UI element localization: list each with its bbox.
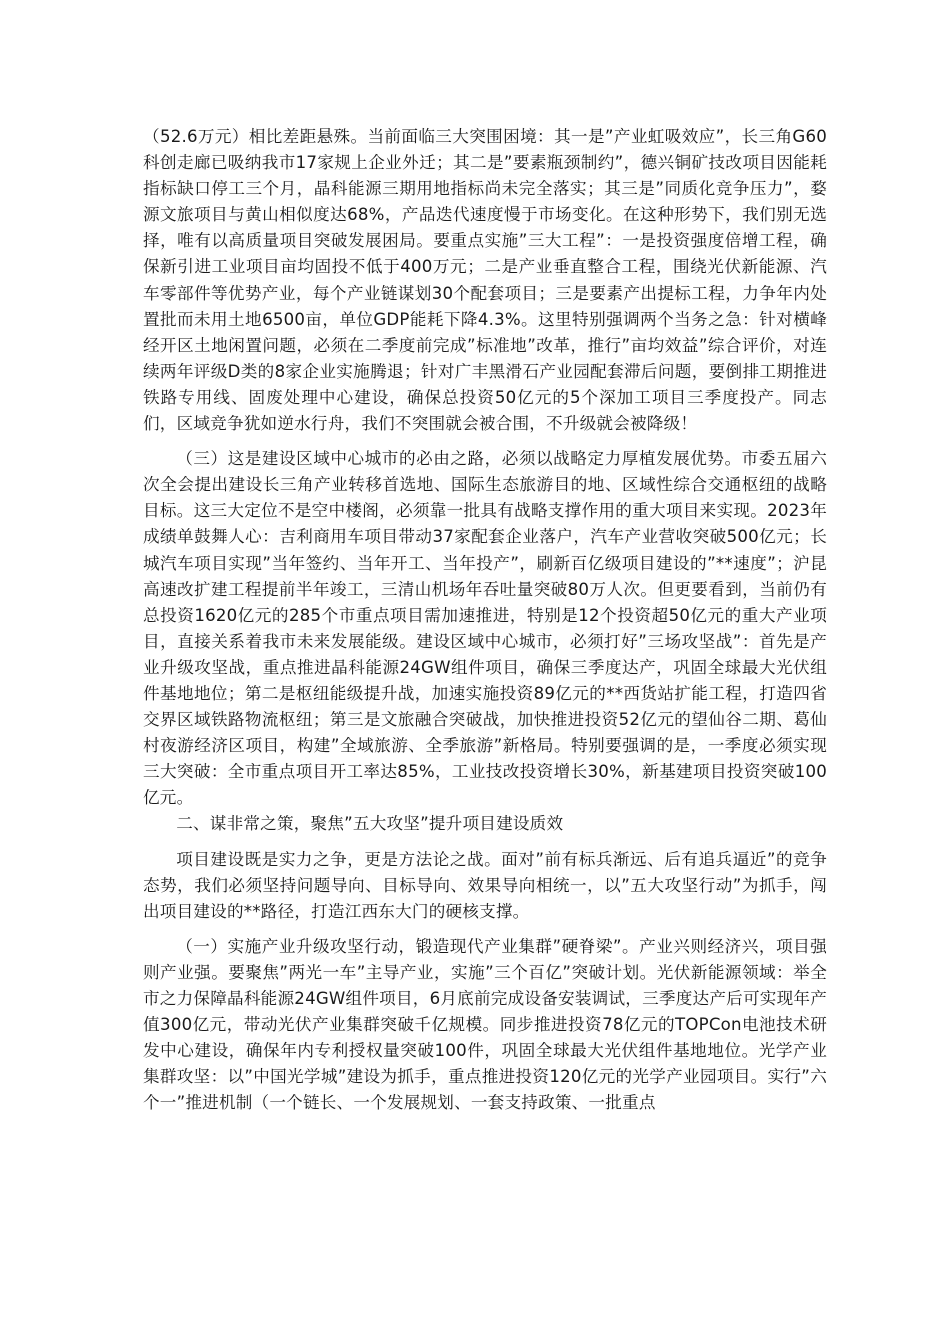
paragraph-intro-section-two: 项目建设既是实力之争，更是方法论之战。面对”前有标兵渐远、后有追兵逼近”的竞争态势，我们必须坚持问题导向、目标导向、效果导向相统一，以”五大攻坚行动”为抓手，闯出项目建设的**路径，打造江西东大门的硬核支撑。 bbox=[143, 849, 827, 921]
section-heading-two: 二、谋非常之策，聚焦”五大攻坚”提升项目建设质效 bbox=[176, 814, 564, 834]
document-page bbox=[143, 124, 827, 1116]
paragraph-section-three: （三）这是建设区域中心城市的必由之路，必须以战略定力厚植发展优势。市委五届六次全会提出建设长三角产业转移首选地、国际生态旅游目的地、区域性综合交通枢纽的战略目标。这三大定位不是空中楼阁，必须靠一批具有战略支撑作用的重大项目来实现。2023年成绩单鼓舞人心：吉利商用车项目带动37家配套企业落户，汽车产业营收突破500亿元；长城汽车项目实现”当年签约、当年开工、当年投产”，刷新百亿级项目建设的”**速度”；沪昆高速改扩建工程提前半年竣工，三清山机场年吞吐量突破80万人次。但更要看到，当前仍有总投资1620亿元的285个市重点项目需加速推进，特别是12个投资超50亿元的重大产业项目，直接关系着我市未来发展能级。建设区域中心城市，必须打好”三场攻坚战”：首先是产业升级攻坚战，重点推进晶科能源24GW组件项目，确保三季度达产，巩固全球最大光伏组件基地地位；第二是枢纽能级提升战，加速实施投资89亿元的**西货站扩能工程，打造四省交界区域铁路物流枢纽；第三是文旅融合突破战，加快推进投资52亿元的望仙谷二期、葛仙村夜游经济区项目，构建”全域旅游、全季旅游”新格局。特别要强调的是，一季度必须实现三大突破：全市重点项目开工率达85%，工业技改投资增长30%，新基建项目投资突破100亿元。 bbox=[143, 449, 827, 808]
paragraph-continuation: （52.6万元）相比差距悬殊。当前面临三大突围困境：其一是”产业虹吸效应”，长三角G60科创走廊已吸纳我市17家规上企业外迁；其二是”要素瓶颈制约”，德兴铜矿技改项目因能耗指标缺口停工三个月，晶科能源三期用地指标尚未完全落实；其三是”同质化竞争压力”，婺源文旅项目与黄山相似度达68%，产品迭代速度慢于市场变化。在这种形势下，我们别无选择，唯有以高质量项目突破发展困局。要重点实施”三大工程”：一是投资强度倍增工程，确保新引进工业项目亩均固投不低于400万元；二是产业垂直整合工程，围绕光伏新能源、汽车零部件等优势产业，每个产业链谋划30个配套项目；三是要素产出提标工程，力争年内处置批而未用土地6500亩，单位GDP能耗下降4.3%。这里特别强调两个当务之急：针对横峰经开区土地闲置问题，必须在二季度前完成”标准地”改革，推行”亩均效益”综合评价，对连续两年评级D类的8家企业实施腾退；针对广丰黑滑石产业园配套滞后问题，要倒排工期推进铁路专用线、固废处理中心建设，确保总投资50亿元的5个深加工项目三季度投产。同志们，区域竞争犹如逆水行舟，我们不突围就会被合围，不升级就会被降级！ bbox=[143, 127, 827, 434]
paragraph-subsection-one: （一）实施产业升级攻坚行动，锻造现代产业集群”硬脊梁”。产业兴则经济兴，项目强则产业强。要聚焦”两光一车”主导产业，实施”三个百亿”突破计划。光伏新能源领域：举全市之力保障晶科能源24GW组件项目，6月底前完成设备安装调试，三季度达产后可实现年产值300亿元，带动光伏产业集群突破千亿规模。同步推进投资78亿元的TOPCon电池技术研发中心建设，确保年内专利授权量突破100件，巩固全球最大光伏组件基地地位。光学产业集群攻坚：以”中国光学城”建设为抓手，重点推进投资120亿元的光学产业园项目。实行”六个一”推进机制（一个链长、一个发展规划、一套支持政策、一批重点 bbox=[143, 936, 827, 1113]
